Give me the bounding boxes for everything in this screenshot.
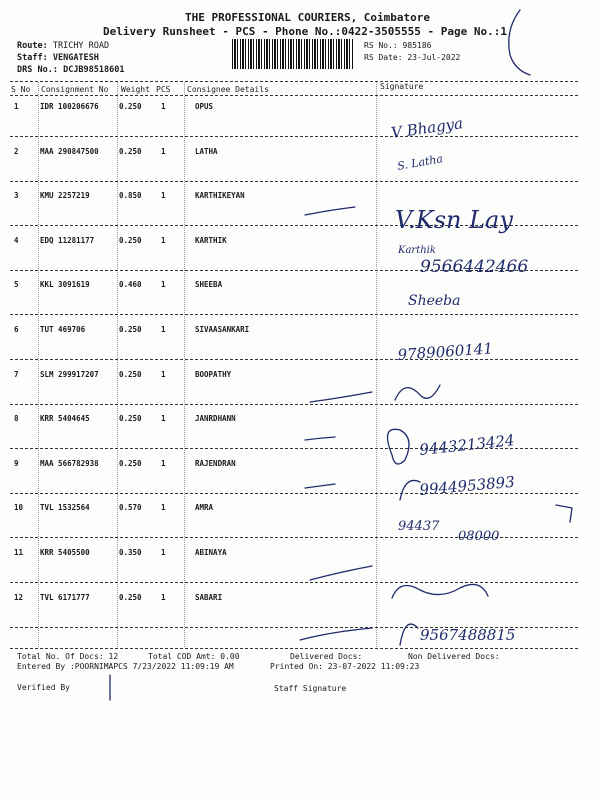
col-consignee: Consignee Details: [187, 85, 269, 94]
row-sno: 10: [14, 503, 24, 513]
row-pcs: 1: [161, 280, 166, 290]
row-consignee: ABINAYA: [195, 548, 227, 557]
row-weight: 0.250: [119, 369, 142, 379]
row-pcs: 1: [161, 369, 166, 379]
row-weight: 0.250: [119, 592, 142, 602]
dash-mark: [300, 628, 372, 640]
dash-mark: [305, 437, 335, 440]
signature-7: [395, 385, 440, 400]
col-pcs: PCS: [156, 85, 171, 94]
signature-5: Sheeba: [408, 293, 461, 309]
row-consignee: RAJENDRAN: [195, 458, 236, 468]
row-sno: 3: [14, 191, 19, 201]
signature-6: 9789060141: [397, 339, 494, 364]
row-pcs: 1: [161, 458, 166, 468]
signature-11: [392, 584, 488, 598]
row-pcs: 1: [161, 548, 166, 557]
entered-by: Entered By :POORNIMAPCS 7/23/2022 11:09:19 AM: [17, 662, 234, 671]
row-pcs: 1: [161, 503, 166, 513]
signature-10-a: 94437: [398, 519, 440, 534]
col-signature: Signature: [380, 82, 424, 91]
row-consignment-no: KRR 5404645: [40, 414, 90, 424]
signature-3: V.Ksn Lay: [395, 206, 513, 234]
row-pcs: 1: [161, 102, 166, 111]
row-consignee: BOOPATHY: [195, 369, 232, 379]
row-consignment-no: TUT 469706: [40, 325, 86, 334]
row-weight: 0.250: [119, 235, 142, 245]
delivered-docs: Delivered Docs:: [290, 652, 363, 661]
signature-8-mark: [388, 429, 410, 464]
row-weight: 0.460: [119, 280, 142, 290]
row-consignee: KARTHIKEYAN: [195, 191, 245, 201]
rs-no-value: 985186: [402, 41, 432, 50]
row-sno: 11: [14, 548, 24, 557]
tick-mark: [556, 505, 572, 522]
signature-12-mark: [400, 624, 418, 645]
row-pcs: 1: [161, 235, 166, 245]
corner-mark: [509, 10, 530, 75]
row-weight: 0.570: [119, 503, 142, 513]
row-pcs: 1: [161, 325, 166, 334]
row-weight: 0.250: [119, 414, 142, 424]
non-delivered-docs: Non Delivered Docs:: [408, 652, 500, 661]
row-consignment-no: IDR 100206676: [40, 102, 99, 111]
row-consignment-no: KRR 5405500: [40, 548, 90, 557]
total-docs: Total No. Of Docs: 12: [17, 652, 119, 661]
staff-signature: Staff Signature: [274, 684, 347, 693]
row-weight: 0.350: [119, 548, 142, 557]
row-consignee: OPUS: [195, 102, 214, 111]
row-consignment-no: KKL 3091619: [40, 280, 90, 290]
rs-date-value: 23-Jul-2022: [407, 53, 461, 62]
row-consignee: JANRDHANN: [195, 414, 236, 424]
rs-date-label: RS Date:: [364, 53, 403, 62]
col-sno: S No: [11, 85, 31, 94]
route-value: TRICHY ROAD: [52, 41, 110, 51]
dash-mark: [310, 392, 372, 402]
row-sno: 6: [14, 325, 19, 334]
signature-9: 9944953893: [418, 472, 516, 499]
row-sno: 8: [14, 414, 19, 424]
row-consignee: KARTHIK: [195, 235, 227, 245]
footer-rule: [10, 648, 578, 649]
row-consignment-no: EDQ 11281177: [40, 235, 95, 245]
staff-value: VENGATESH: [52, 53, 99, 63]
row-weight: 0.850: [119, 191, 142, 201]
drs-value: DCJB98518601: [63, 65, 125, 75]
row-weight: 0.250: [119, 102, 142, 111]
row-weight: 0.250: [119, 458, 142, 468]
signature-10-b: 08000: [458, 529, 500, 544]
row-pcs: 1: [161, 191, 166, 201]
col-consignment: Consignment No: [41, 85, 109, 94]
row-consignee: AMRA: [195, 503, 214, 513]
row-consignment-no: SLM 299917207: [40, 369, 99, 379]
rs-no-label: RS No.:: [364, 41, 398, 50]
row-pcs: 1: [161, 414, 166, 424]
row-consignment-no: TVL 6171777: [40, 592, 90, 602]
row-consignment-no: KMU 2257219: [40, 191, 90, 201]
row-sno: 5: [14, 280, 19, 290]
staff-label: Staff:: [17, 53, 48, 63]
row-consignment-no: TVL 1532564: [40, 503, 90, 513]
row-sno: 7: [14, 369, 19, 379]
route-label: Route:: [17, 41, 48, 51]
row-sno: 2: [14, 146, 19, 156]
dash-mark: [310, 566, 372, 580]
row-consignment-no: MAA 566782938: [40, 458, 99, 468]
row-consignee: SABARI: [195, 592, 223, 602]
row-sno: 4: [14, 235, 19, 245]
runsheet-title: Delivery Runsheet - PCS - Phone No.:0422-3505555 - Page No.:1: [103, 25, 507, 38]
row-consignee: LATHA: [195, 146, 218, 156]
row-consignee: SIVAASANKARI: [195, 325, 250, 334]
drs-label: DRS No.:: [17, 65, 58, 75]
row-consignee: SHEEBA: [195, 280, 223, 290]
signature-4-phone: 9566442466: [420, 257, 529, 277]
row-pcs: 1: [161, 592, 166, 602]
signature-12: 9567488815: [420, 626, 516, 644]
row-weight: 0.250: [119, 146, 142, 156]
signature-9-mark: [400, 480, 420, 500]
row-sno: 9: [14, 458, 19, 468]
printed-on: Printed On: 23-07-2022 11:09:23: [270, 662, 420, 671]
row-sno: 1: [14, 102, 19, 111]
total-cod: Total COD Amt: 0.00: [148, 652, 240, 661]
row-sno: 12: [14, 592, 24, 602]
signature-2: S. Latha: [396, 152, 444, 173]
dash-mark: [305, 207, 355, 215]
signature-1: V Bhagya: [390, 114, 465, 142]
row-pcs: 1: [161, 146, 166, 156]
verified-by: Verified By: [17, 683, 70, 692]
signature-4-name: Karthik: [398, 245, 436, 256]
col-weight: Weight: [121, 85, 150, 94]
company-title: THE PROFESSIONAL COURIERS, Coimbatore: [185, 11, 431, 24]
row-consignment-no: MAA 290847500: [40, 146, 99, 156]
signature-8: 9443213424: [418, 431, 516, 459]
dash-mark: [305, 484, 335, 488]
row-weight: 0.250: [119, 325, 142, 334]
